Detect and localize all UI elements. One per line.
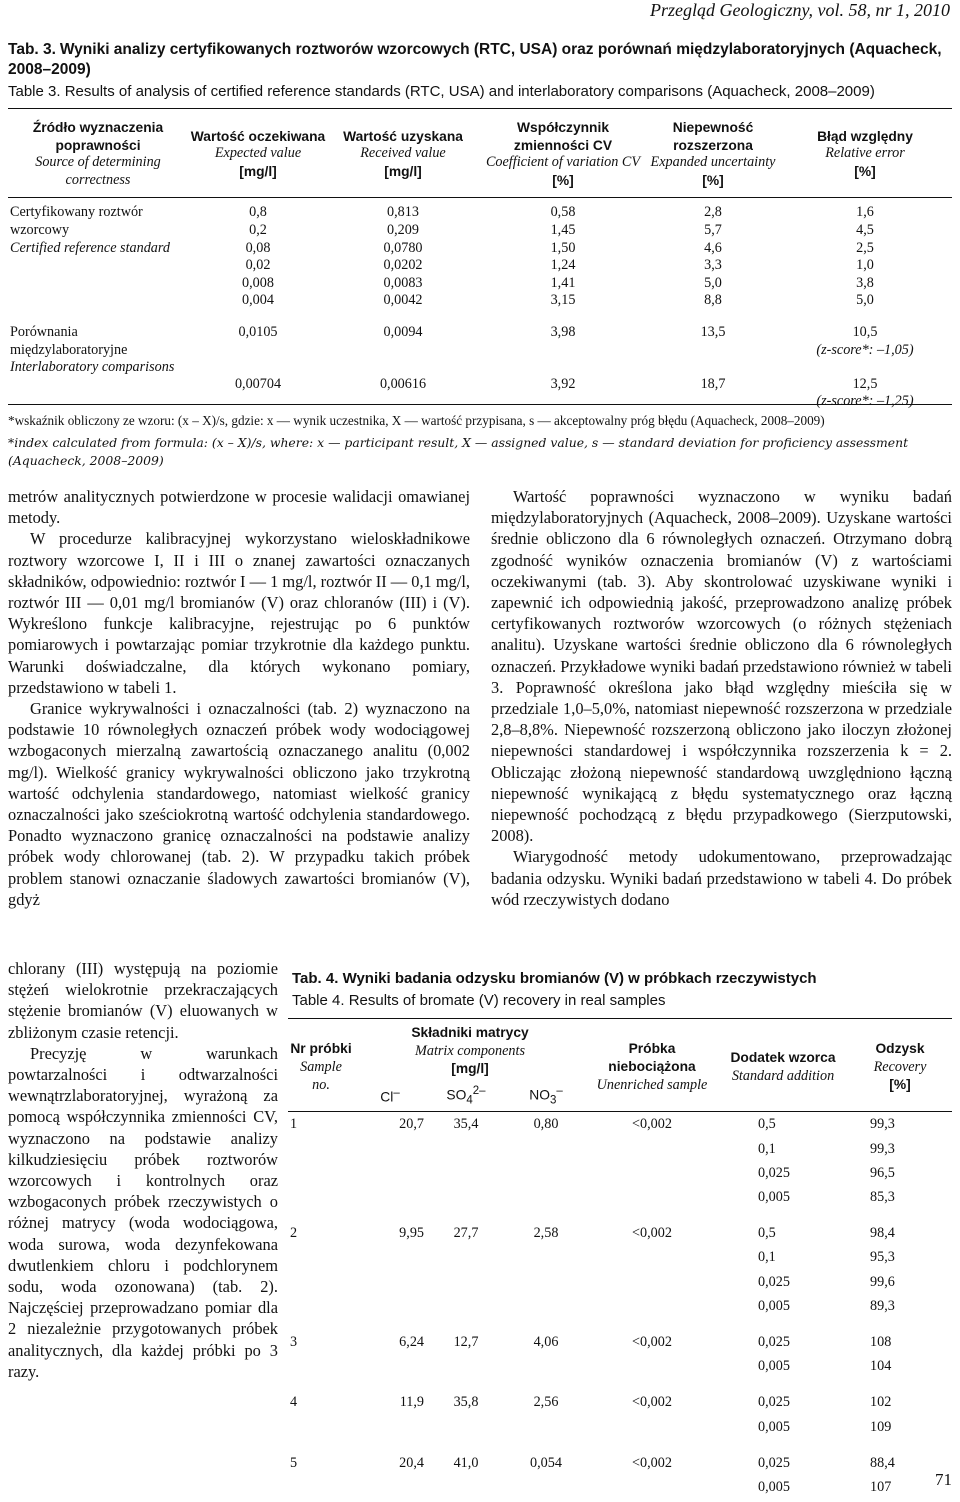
table4 [288,1022,952,1499]
t3-value: 0,0780 [383,239,423,256]
t3-value: 0,0202 [383,257,423,274]
t4-cell-empty [586,1161,718,1185]
t3-value: 1,50 [550,239,576,256]
table3-footnote-pl: *wskaźnik obliczony ze wzoru: (x – X)/s, gdzie: x — wynik uczestnika, X — wartość przypisana, s — akceptowalny próg błędu (Aquacheck, 2008–2009) [8,413,825,428]
t4-cell-empty [506,1294,586,1318]
right-column [491,486,952,910]
t4-cell-cl: 20,7 [399,1116,424,1133]
t3-group2-uncertainty: 13,5 18,7 [700,323,726,392]
t3-value: 3,3 [704,257,722,274]
t4-row [288,1439,952,1475]
t4-cell-recovery: 109 [870,1418,892,1435]
t4-header-addition: Dodatek wzorca Standard addition [730,1049,836,1084]
t4-cell-recovery: 88,4 [870,1454,895,1471]
t3-value: 3,15 [550,292,576,309]
t3-value: 5,0 [856,292,874,309]
t3-value: 0,008 [242,274,274,291]
table4-top-rule [288,1018,952,1019]
t4-cell-nr: 4 [290,1394,298,1411]
t3-value: 0,209 [387,221,419,238]
t3-header-uncertainty: Niepewność rozszerzona Expanded uncertainty [%] [650,120,776,188]
t4-row [288,1354,952,1378]
t4-row [288,1137,952,1161]
t4-cell-empty [426,1415,506,1439]
t3-group2-received: 0,0094 0,00616 [379,323,427,392]
t4-cell-empty [288,1475,354,1499]
t4-cell-empty [586,1475,718,1499]
left-column-upper [8,486,470,910]
t4-cell-empty [506,1270,586,1294]
t3-group2-expected: 0,0105 0,00704 [234,323,282,392]
t3-value: 0,004 [242,292,274,309]
t4-cell-empty [354,1294,426,1318]
t4-header-unenriched: Próbka niebociążona Unenriched sample [596,1040,708,1093]
t3-group1-received [328,198,478,310]
table3-caption-pl: Tab. 3. Wyniki analizy certyfikowanych roztworów wzorcowych (RTC, USA) oraz porównań międzylaboratoryjnych (Aquacheck, 2008–2009) [8,41,942,78]
t4-cell-empty [288,1415,354,1439]
t4-cell-nr: 1 [290,1116,298,1133]
t4-cell-no3: 0,054 [530,1454,562,1471]
t4-row [288,1415,952,1439]
t3-group2-cv: 3,98 3,92 [550,323,576,392]
t4-header-cl: Cl– [380,1087,400,1105]
t3-group1-label: Certyfikowany roztwór wzorcowy Certified reference standard [10,204,170,256]
t4-cell-addition: 0,025 [758,1273,790,1290]
table4-caption-pl: Tab. 4. Wyniki badania odzysku bromianów (V) w próbkach rzeczywistych [292,970,817,987]
t4-cell-empty [426,1137,506,1161]
t4-cell-empty [288,1270,354,1294]
t4-header-matrix: Składniki matrycy Matrix components [mg/l] [411,1025,529,1076]
t4-row [288,1112,952,1136]
t4-cell-recovery: 107 [870,1478,892,1495]
t4-cell-recovery: 108 [870,1333,892,1350]
t4-row [288,1185,952,1209]
t3-value: 1,24 [550,257,576,274]
t4-cell-recovery: 102 [870,1394,892,1411]
t3-header-expected: Wartość oczekiwana Expected value [mg/l] [190,128,326,179]
t4-cell-addition: 0,025 [758,1454,790,1471]
right-para-1: Wartość poprawności wyznaczono w wyniku badań międzylaboratoryjnych (Aquacheck, 2008–2009). Uzyskane wartości średnie obliczono dla 6 równoległych oznaczeń. Otrzymano dobrą zgodność wyników oznaczenia bromianów (V) z wartościami oczekiwanymi (tab. 3). Aby skontrolować uzyskiwane wyniki i zapewnić ich odpowiednią jakość, przeprowadzono analizę próbek certyfikowanych roztworów wzorcowych (o różnych stężeniach analitu). Uzyskane wartości średnie obliczono dla 6 równoległych oznaczeń. Przykładowe wyniki badań przedstawiono również w tabeli 3. Poprawność określona jako błąd względny mieściła się w przedziale 1,0–5,0%, natomiast niepewność rozszerzona w przedziale 2,8–8,8%. Niepewność rozszerzoną obliczono jako iloczyn złożonej niepewności standardowej i współczynnika rozszerzenia k = 2. Obliczając złożoną niepewność standardową uwzględniono łączną niepewność wynikającą z błędu systematycznego oraz łączną niepewność pochodzącą z błędu przypadkowego (Sierzputowski, 2008). [491,487,952,846]
t3-group2-error: 10,5 (z-score*: –1,05) 12,5 (z-score*: –1,25) [816,323,914,410]
t4-cell-empty [426,1294,506,1318]
t4-cell-recovery: 95,3 [870,1249,895,1266]
t4-cell-empty [506,1137,586,1161]
t4-row [288,1378,952,1414]
t4-cell-un: <0,002 [632,1333,672,1350]
t3-value: 0,8 [249,204,267,221]
t4-cell-nr: 3 [290,1333,298,1350]
t4-cell-empty [586,1245,718,1269]
t3-value: 0,02 [245,257,271,274]
t4-cell-empty [586,1354,718,1378]
t3-value: 8,8 [704,292,722,309]
t4-cell-empty [288,1354,354,1378]
left-para-5: Precyzję w warunkach powtarzalności i odtwarzalności wewnątrzlaboratoryjnej, wyrażoną za pomocą współczynnika zmienności CV, wyznaczono na podstawie analizy kilkudziesięciu próbek roztworów wzorcowych i kontrolnych oraz wzbogaconych próbek rzeczywistych o różnej matrycy (woda wodociągowa, woda surowa, woda dezynfekowana dwutlenkiem chloru i podchlorynem sodu, woda ozonowana) (tab. 2). Najczęściej przeprowadzano pomiar dla 2 niezależnie przygotowanych próbek analitycznych, dla każdej próbki po 3 razy. [8,1043,278,1381]
t4-header-so4: $SO_4^{2-}$ [446,1085,486,1107]
table3-top-rule [8,108,952,109]
left-para-3: Granice wykrywalności i oznaczalności (tab. 2) wyznaczono na podstawie 10 równoległych oznaczeń próbek wody wodociągowej wzbogaconych mierzalną zawartością oznaczanego analitu (0,002 mg/l). Wielkość granicy wykrywalności obliczono jako trzykrotną wartość odchylenia standardowego, natomiast wielkość granicy oznaczalności jako sześciokrotną wartość odchylenia standardowego. Ponadto wyznaczono granicę oznaczalności na podstawie analizy próbek wody chlorowanej (tab. 2). W przypadku takich próbek problem stanowi oznaczanie śladowych zawartości bromianów (V), gdyż [8,699,470,909]
t3-header-source: Źródło wyznaczenia poprawności Source of determining correctness [32,120,164,188]
t3-value: 4,6 [704,239,722,256]
table4-caption-en: Table 4. Results of bromate (V) recovery in real samples [292,992,666,1009]
t4-cell-recovery: 96,5 [870,1164,895,1181]
t3-value: 0,0083 [383,274,423,291]
t4-cell-un: <0,002 [632,1454,672,1471]
t4-cell-empty [506,1245,586,1269]
t4-cell-no3: 2,56 [533,1394,559,1411]
t4-cell-so4: 12,7 [453,1333,479,1350]
t3-value: 3,8 [856,274,874,291]
running-header: Przegląd Geologiczny, vol. 58, nr 1, 2010 [650,0,950,20]
t4-header-no3: $NO_3^-$ [529,1085,563,1107]
t4-cell-empty [354,1185,426,1209]
left-para-2: W procedurze kalibracyjnej wykorzystano wieloskładnikowe roztwory wzorcowe I, II i III o znanej zawartości oznaczanych składników, odpowiednio: roztwór I — 1 mg/l, roztwór II — 0,1 mg/l, roztwór III — 0,01 mg/l bromianów (V) oraz chloranów (III) i (V). Wykreślono funkcje kalibracyjne, rejestrując po 6 punktów pomiarowych i powtarzając pomiar trzykrotnie dla każdego punktu. Warunki doświadczalne, dla których wykonano pomiary, przedstawiono w tabeli 1. [8,529,470,697]
t4-row [288,1245,952,1269]
t4-cell-addition: 0,025 [758,1333,790,1350]
t4-cell-empty [586,1294,718,1318]
t3-value: 0,0042 [383,292,423,309]
t3-group1-expected [188,198,328,310]
t3-value: 0,2 [249,221,267,238]
t4-cell-empty [288,1161,354,1185]
t4-cell-cl: 20,4 [399,1454,424,1471]
t3-value: 5,0 [704,274,722,291]
t4-cell-un: <0,002 [632,1116,672,1133]
t4-cell-empty [506,1415,586,1439]
t4-row [288,1294,952,1318]
t4-cell-empty [354,1161,426,1185]
left-para-1: metrów analitycznych potwierdzone w procesie walidacji omawianej metody. [8,487,470,528]
t4-cell-so4: 27,7 [453,1225,479,1242]
table3-footnote-en: *index calculated from formula: (x – X)/s, where: x — participant result, X — assigned value, s — standard deviation for proficiency assessment (Aquacheck, 2008–2009) [8,435,909,468]
t3-header-relative-error: Błąd względny Relative error [%] [817,128,913,179]
t4-cell-recovery: 99,3 [870,1140,895,1157]
t4-cell-no3: 2,58 [533,1225,559,1242]
t4-cell-empty [288,1137,354,1161]
t4-cell-empty [426,1475,506,1499]
t4-cell-addition: 0,5 [758,1116,776,1133]
t4-cell-addition: 0,005 [758,1478,790,1495]
t3-value: 2,5 [856,239,874,256]
t4-cell-recovery: 99,6 [870,1273,895,1290]
t4-cell-cl: 11,9 [399,1394,424,1411]
t4-cell-empty [586,1270,718,1294]
t4-cell-addition: 0,005 [758,1358,790,1375]
t4-cell-empty [354,1475,426,1499]
t4-cell-addition: 0,1 [758,1249,776,1266]
t4-cell-empty [506,1354,586,1378]
t4-cell-empty [288,1245,354,1269]
t4-cell-empty [288,1185,354,1209]
t4-cell-empty [506,1185,586,1209]
t3-value: 1,45 [550,221,576,238]
table3 [8,115,952,411]
t4-cell-empty [354,1245,426,1269]
t4-cell-cl: 6,24 [399,1333,424,1350]
table3-caption-en: Table 3. Results of analysis of certified reference standards (RTC, USA) and interlaboratory comparisons (Aquacheck, 2008–2009) [8,83,875,100]
t4-cell-empty [354,1270,426,1294]
t3-value: 5,7 [704,221,722,238]
t4-cell-addition: 0,025 [758,1394,790,1411]
t4-row [288,1209,952,1245]
t4-cell-so4: 35,4 [453,1116,479,1133]
t4-cell-recovery: 98,4 [870,1225,895,1242]
t3-value: 4,5 [856,221,874,238]
t4-header-nr: Nr próbki Sample no. [290,1040,352,1093]
t3-group1-error [778,198,952,310]
right-para-2: Wiarygodność metody udokumentowano, przeprowadzając badania odzysku. Wyniki badań przedstawiono w tabeli 4. Do próbek wód rzeczywistych dodano [491,847,952,909]
t4-cell-empty [426,1245,506,1269]
t4-cell-empty [354,1354,426,1378]
t4-cell-addition: 0,025 [758,1164,790,1181]
table3-bottom-rule [8,404,952,405]
t4-row [288,1475,952,1499]
t4-cell-empty [426,1354,506,1378]
t4-cell-recovery: 104 [870,1358,892,1375]
t4-cell-empty [354,1415,426,1439]
t4-cell-nr: 2 [290,1225,298,1242]
left-para-4: chlorany (III) występują na poziomie stężeń wielokrotnie przekraczających stężenie bromianów (V) eluowanych w zbliżonym czasie retencji. [8,959,278,1042]
t4-row [288,1318,952,1354]
t3-value: 2,8 [704,204,722,221]
t4-row [288,1270,952,1294]
t3-value: 0,58 [550,204,576,221]
t4-cell-empty [426,1161,506,1185]
t4-header-recovery: Odzysk Recovery [%] [873,1040,927,1092]
page-number: 71 [935,1470,952,1489]
t4-cell-so4: 41,0 [453,1454,479,1471]
t3-value: 1,6 [856,204,874,221]
t4-cell-empty [586,1415,718,1439]
t3-value: 1,0 [856,257,874,274]
t4-cell-cl: 9,95 [399,1225,424,1242]
t3-value: 0,813 [387,204,419,221]
t4-cell-addition: 0,005 [758,1188,790,1205]
t4-cell-addition: 0,005 [758,1418,790,1435]
t4-cell-recovery: 89,3 [870,1297,895,1314]
t4-cell-no3: 0,80 [533,1116,559,1133]
t4-cell-empty [354,1137,426,1161]
t4-cell-no3: 4,06 [533,1333,559,1350]
t4-cell-addition: 0,5 [758,1225,776,1242]
t3-header-received: Wartość uzyskana Received value [mg/l] [343,128,463,179]
t3-group1-uncertainty [648,198,778,310]
t3-group1-cv [478,198,648,310]
t4-cell-recovery: 99,3 [870,1116,895,1133]
t4-cell-addition: 0,005 [758,1297,790,1314]
t4-row [288,1161,952,1185]
t4-cell-so4: 35,8 [453,1394,479,1411]
t4-cell-empty [506,1475,586,1499]
t4-cell-nr: 5 [290,1454,298,1471]
t4-cell-empty [586,1185,718,1209]
t3-header-cv: Współczynnik zmienności CV Coefficient of variation CV [%] [485,120,641,188]
t4-cell-un: <0,002 [632,1394,672,1411]
t3-value: 1,41 [550,274,576,291]
t4-cell-empty [426,1270,506,1294]
t4-cell-empty [506,1161,586,1185]
t4-cell-un: <0,002 [632,1225,672,1242]
t4-cell-empty [586,1137,718,1161]
left-column-lower [8,958,278,1382]
t3-group2-label: Porównania międzylaboratoryjne Interlaboratory comparisons [10,323,175,376]
t4-cell-empty [288,1294,354,1318]
t3-value: 0,08 [245,239,271,256]
t4-cell-addition: 0,1 [758,1140,776,1157]
t4-cell-empty [426,1185,506,1209]
t4-cell-recovery: 85,3 [870,1188,895,1205]
